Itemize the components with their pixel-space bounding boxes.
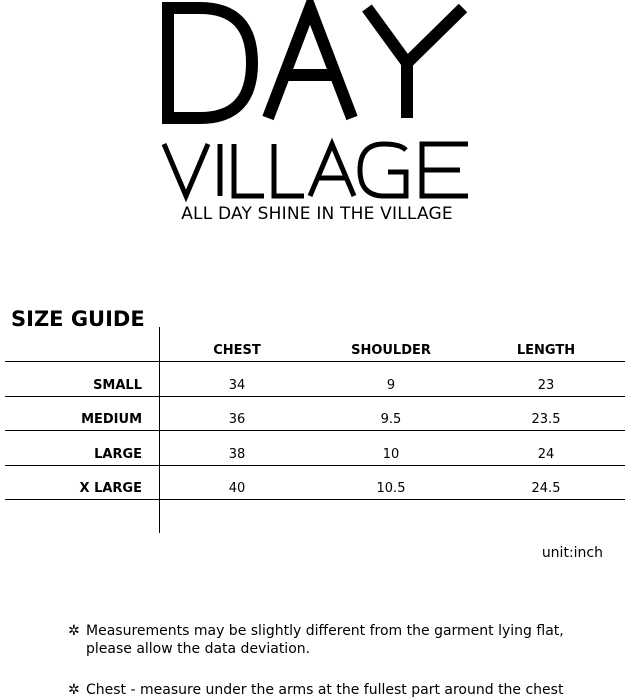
size-guide-title: SIZE GUIDE (11, 307, 145, 331)
unit-label: unit:inch (541, 545, 603, 561)
table-divider-row (5, 396, 625, 397)
table-cell: 36 (228, 412, 246, 427)
note-measurement-deviation (68, 622, 608, 658)
note-text: Chest - measure under the arms at the fullest part around the chest (86, 682, 564, 698)
asterisk-icon: ✲ (68, 623, 80, 639)
row-label-small: SMALL (93, 378, 142, 393)
column-header-length: LENGTH (516, 343, 576, 358)
table-cell: 9 (386, 378, 396, 393)
note-chest-measurement (68, 681, 608, 699)
table-cell: 10 (382, 447, 400, 462)
table-divider-header (5, 361, 625, 362)
table-cell: 24 (537, 447, 555, 462)
table-cell: 34 (228, 378, 246, 393)
table-cell: 40 (228, 481, 246, 496)
table-divider-vertical (159, 327, 160, 533)
row-label-medium: MEDIUM (81, 412, 142, 427)
brand-tagline: ALL DAY SHINE IN THE VILLAGE (181, 204, 453, 224)
note-text: Measurements may be slightly different from the garment lying flat, (86, 623, 564, 639)
note-text: please allow the data deviation. (86, 641, 311, 657)
table-divider-row (5, 499, 625, 500)
table-cell: 38 (228, 447, 246, 462)
table-cell: 24.5 (531, 481, 561, 496)
table-divider-row (5, 465, 625, 466)
table-cell: 23.5 (531, 412, 561, 427)
table-cell: 23 (537, 378, 555, 393)
day-village-logo-graphic (160, 0, 480, 230)
table-divider-row (5, 430, 625, 431)
table-cell: 9.5 (380, 412, 402, 427)
brand-logo (160, 0, 480, 230)
row-label-large: LARGE (94, 447, 142, 462)
table-cell: 10.5 (376, 481, 406, 496)
asterisk-icon: ✲ (68, 682, 80, 698)
column-header-shoulder: SHOULDER (351, 343, 431, 358)
row-label-x-large: X LARGE (79, 481, 142, 496)
column-header-chest: CHEST (213, 343, 261, 358)
